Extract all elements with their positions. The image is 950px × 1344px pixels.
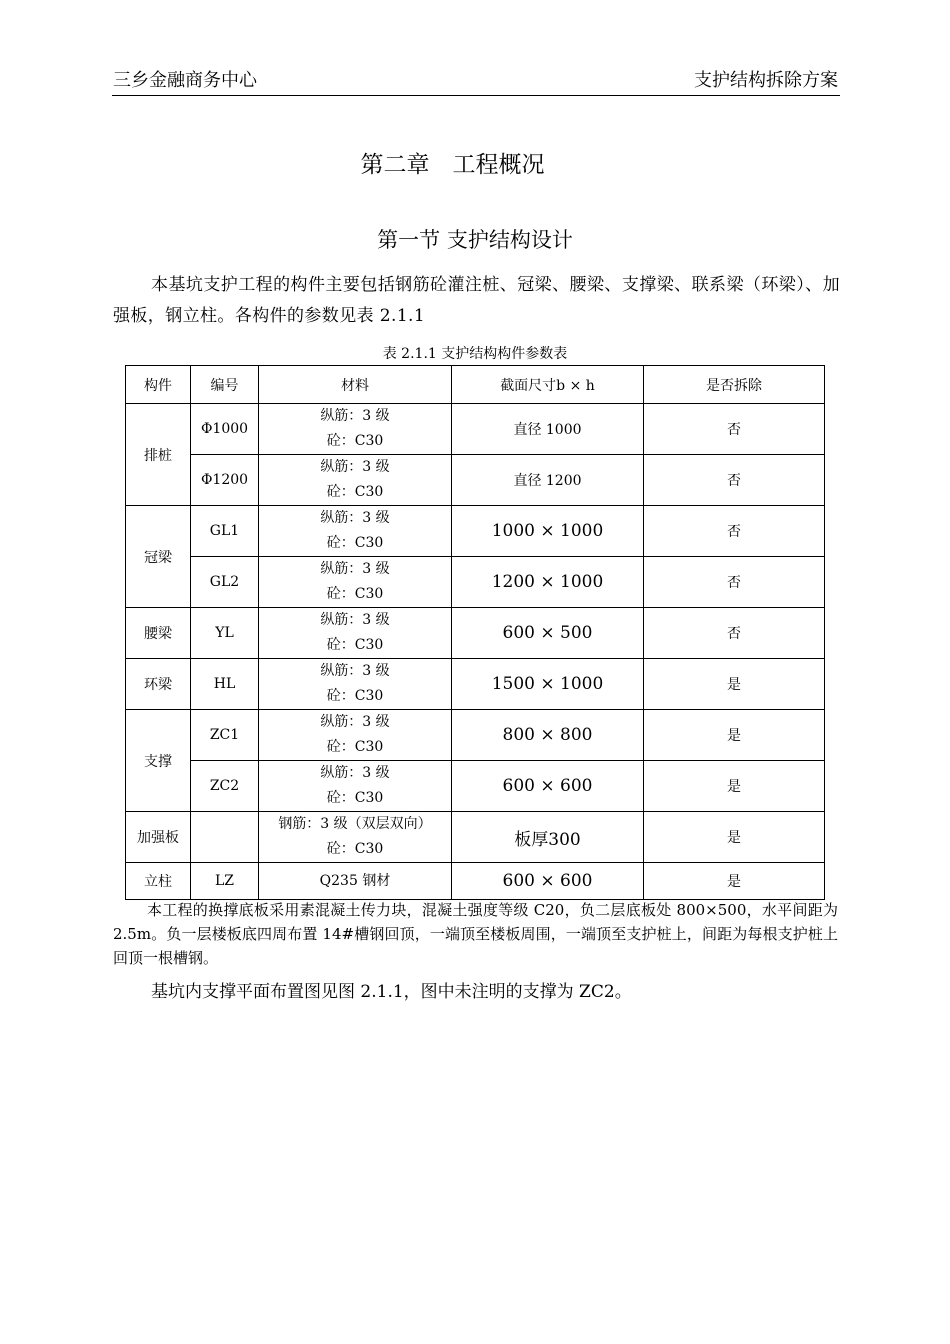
section-title: 第一节 支护结构设计 xyxy=(377,228,573,252)
table-row xyxy=(126,710,825,761)
component-cell: 排桩 xyxy=(126,404,191,506)
column-header: 是否拆除 xyxy=(644,366,825,404)
remove-cell: 是 xyxy=(644,761,825,812)
material-line: 纵筋：3 级 xyxy=(320,612,390,628)
material-line: 砼：C30 xyxy=(326,688,384,704)
header-document-title: 支护结构拆除方案 xyxy=(694,70,838,91)
material-line: 纵筋：3 级 xyxy=(320,510,390,526)
column-header: 截面尺寸b × h xyxy=(452,366,644,404)
code-cell: LZ xyxy=(191,863,259,900)
column-header: 材料 xyxy=(259,366,452,404)
remove-cell: 否 xyxy=(644,455,825,506)
table-row xyxy=(126,659,825,710)
material-line: 纵筋：3 级 xyxy=(320,561,390,577)
code-cell: GL2 xyxy=(191,557,259,608)
material-line: 纵筋：3 级 xyxy=(320,765,390,781)
table-row xyxy=(126,608,825,659)
table-row xyxy=(126,761,825,812)
remove-cell: 是 xyxy=(644,863,825,900)
component-cell: 冠梁 xyxy=(126,506,191,608)
size-cell: 直径 1000 xyxy=(452,404,644,455)
material-cell xyxy=(259,557,452,608)
size-cell: 600 × 600 xyxy=(452,761,644,812)
remove-cell: 是 xyxy=(644,812,825,863)
parameter-table xyxy=(125,365,825,900)
component-cell: 环梁 xyxy=(126,659,191,710)
table-row xyxy=(126,404,825,455)
code-cell: HL xyxy=(191,659,259,710)
remove-cell: 否 xyxy=(644,506,825,557)
remove-cell: 否 xyxy=(644,404,825,455)
material-cell xyxy=(259,812,452,863)
code-cell: YL xyxy=(191,608,259,659)
component-cell: 支撑 xyxy=(126,710,191,812)
size-cell: 600 × 500 xyxy=(452,608,644,659)
material-line: 纵筋：3 级 xyxy=(320,663,390,679)
component-cell: 立柱 xyxy=(126,863,191,900)
table-row xyxy=(126,455,825,506)
material-line: 砼：C30 xyxy=(326,790,384,806)
code-cell: ZC2 xyxy=(191,761,259,812)
size-cell: 1200 × 1000 xyxy=(452,557,644,608)
remove-cell: 是 xyxy=(644,710,825,761)
material-cell xyxy=(259,455,452,506)
material-cell xyxy=(259,659,452,710)
code-cell: GL1 xyxy=(191,506,259,557)
column-header: 构件 xyxy=(126,366,191,404)
intro-paragraph: 本基坑支护工程的构件主要包括钢筋砼灌注桩、冠梁、腰梁、支撑梁、联系梁（环梁）、加强板，钢立柱。各构件的参数见表 2.1.1 xyxy=(113,275,840,326)
material-cell xyxy=(259,608,452,659)
header-divider xyxy=(112,95,840,96)
table-row xyxy=(126,812,825,863)
material-cell xyxy=(259,761,452,812)
component-cell: 加强板 xyxy=(126,812,191,863)
material-cell xyxy=(259,506,452,557)
material-line: 纵筋：3 级 xyxy=(320,459,390,475)
material-line: 砼：C30 xyxy=(326,535,384,551)
material-line: Q235 钢材 xyxy=(319,872,391,889)
size-cell: 1000 × 1000 xyxy=(452,506,644,557)
material-line: 砼：C30 xyxy=(326,484,384,500)
code-cell: ZC1 xyxy=(191,710,259,761)
material-line: 纵筋：3 级 xyxy=(320,714,390,730)
material-line: 砼：C30 xyxy=(326,637,384,653)
size-cell: 800 × 800 xyxy=(452,710,644,761)
material-line: 砼：C30 xyxy=(326,841,384,857)
code-cell: Φ1000 xyxy=(191,404,259,455)
material-cell xyxy=(259,710,452,761)
remove-cell: 否 xyxy=(644,608,825,659)
component-cell: 腰梁 xyxy=(126,608,191,659)
material-line: 砼：C30 xyxy=(326,739,384,755)
material-line: 钢筋：3 级（双层双向） xyxy=(278,816,432,832)
size-cell: 直径 1200 xyxy=(452,455,644,506)
code-cell: Φ1200 xyxy=(191,455,259,506)
table-row xyxy=(126,863,825,900)
material-cell xyxy=(259,863,452,900)
code-cell xyxy=(191,812,259,863)
header-project-name: 三乡金融商务中心 xyxy=(113,70,257,91)
size-cell: 600 × 600 xyxy=(452,863,644,900)
material-line: 砼：C30 xyxy=(326,586,384,602)
layout-reference-paragraph: 基坑内支撑平面布置图见图 2.1.1，图中未注明的支撑为 ZC2。 xyxy=(151,982,632,1002)
material-cell xyxy=(259,404,452,455)
remove-cell: 是 xyxy=(644,659,825,710)
table-header-row xyxy=(126,366,825,404)
table-row xyxy=(126,557,825,608)
table-row xyxy=(126,506,825,557)
column-header: 编号 xyxy=(191,366,259,404)
chapter-title: 第二章 工程概况 xyxy=(360,152,545,178)
table-caption: 表 2.1.1 支护结构构件参数表 xyxy=(382,346,568,362)
remove-cell: 否 xyxy=(644,557,825,608)
support-description-paragraph: 本工程的换撑底板采用素混凝土传力块，混凝土强度等级 C20，负二层底板处 800×500，水平间距为 2.5m。负一层楼板底四周布置 14#槽钢回顶，一端顶至楼板周围，一端顶至支护桩上，间距为每根支护桩上回顶一根槽钢。 xyxy=(113,901,838,967)
material-line: 砼：C30 xyxy=(326,433,384,449)
size-cell: 板厚300 xyxy=(452,812,644,863)
size-cell: 1500 × 1000 xyxy=(452,659,644,710)
material-line: 纵筋：3 级 xyxy=(320,408,390,424)
